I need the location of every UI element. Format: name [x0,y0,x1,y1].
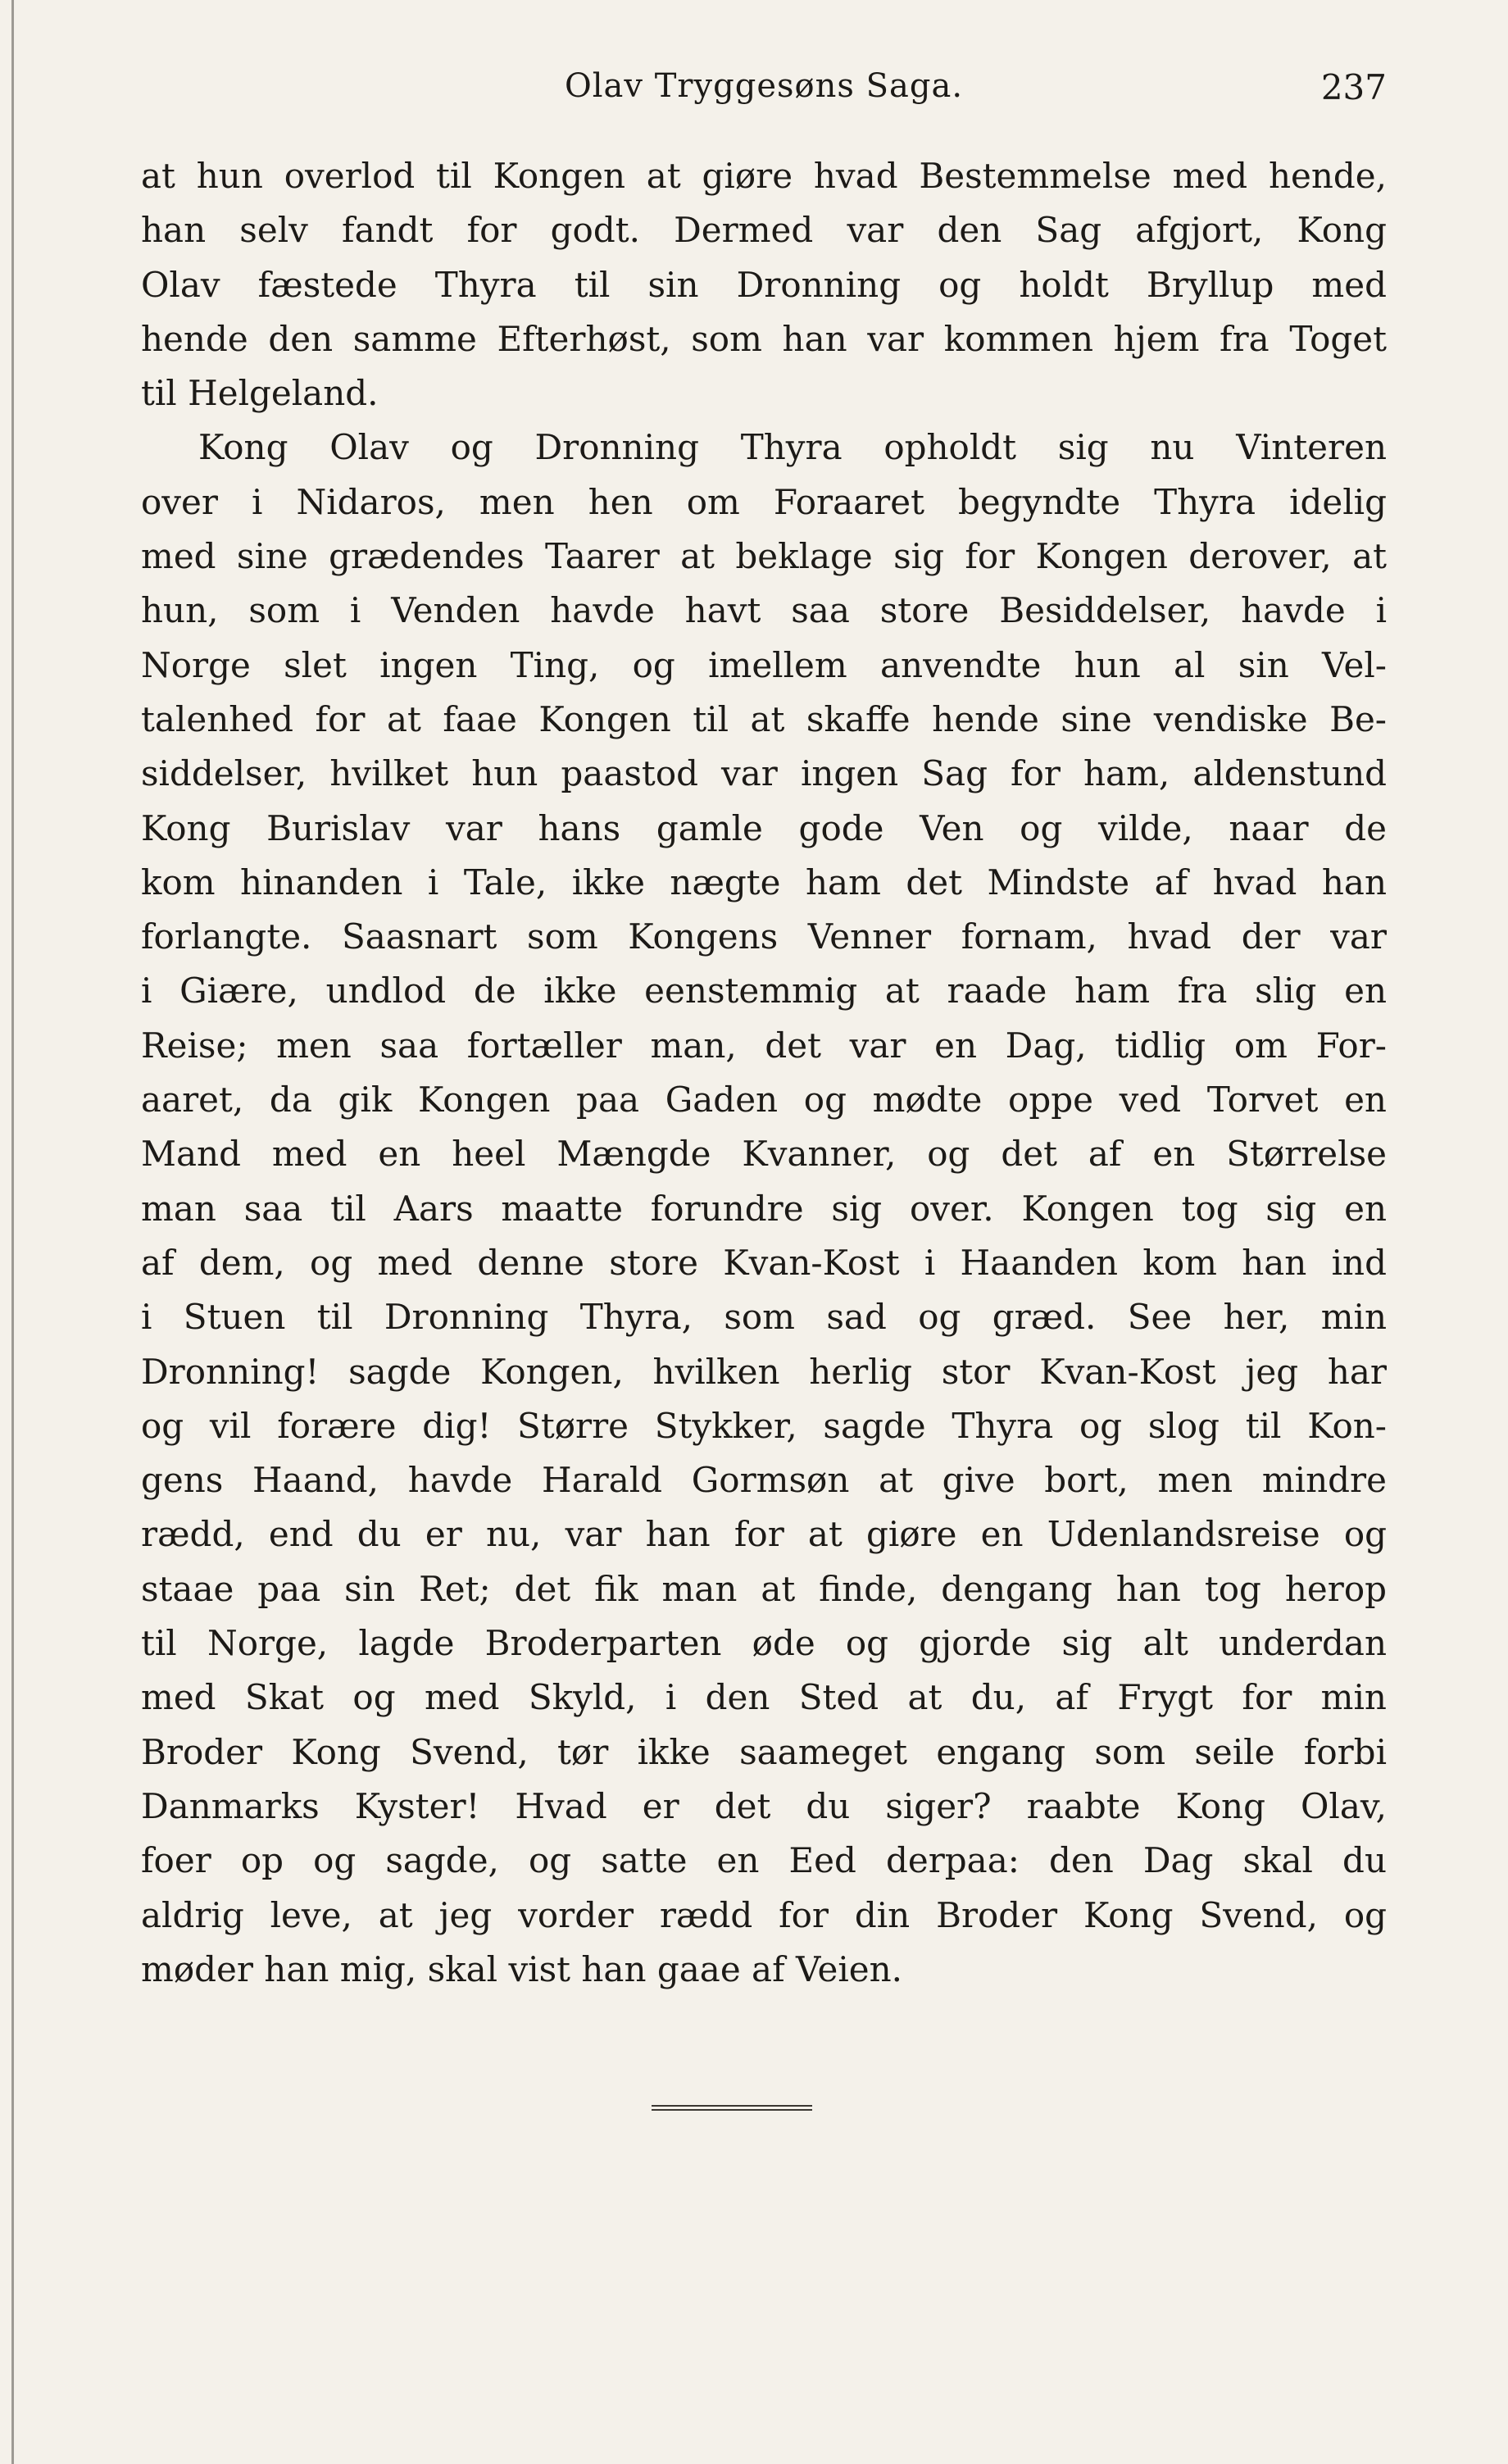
text-line: talenhed for at faae Kongen til at skaffe hende sine vendiske Be- [141,698,1387,739]
text-line: kom hinanden i Tale, ikke nægte ham det Mindste af hvad han [141,861,1387,902]
text-line: siddelser, hvilket hun paastod var ingen Sag for ham, aldenstund [141,753,1387,794]
text-line: foer op og sagde, og satte en Eed derpaa: den Dag skal du [141,1840,1387,1881]
text-line: rædd, end du er nu, var han for at giøre en Udenlandsreise og [141,1514,1387,1555]
text-line: med sine grædendes Taarer at beklage sig for Kongen derover, at [141,536,1387,577]
text-line: Kong Burislav var hans gamle gode Ven og vilde, naar de [141,807,1387,848]
section-end-rule [652,2105,812,2111]
text-line: aaret, da gik Kongen paa Gaden og mødte oppe ved Torvet en [141,1080,1387,1121]
text-line: han selv fandt for godt. Dermed var den Sag afgjort, Kong [141,210,1387,251]
book-page [141,57,1387,1997]
text-line: over i Nidaros, men hen om Foraaret begyndte Thyra idelig [141,481,1387,522]
rule-line-top [652,2105,812,2107]
text-line: Norge slet ingen Ting, og imellem anvendte hun al sin Vel- [141,644,1387,685]
text-line: Reise; men saa fortæller man, det var en Dag, tidlig om For- [141,1025,1387,1066]
text-line: og vil forære dig! Større Stykker, sagde Thyra og slog til Kon- [141,1405,1387,1446]
text-line: med Skat og med Skyld, i den Sted at du, af Frygt for min [141,1677,1387,1718]
text-line: gens Haand, havde Harald Gormsøn at give bort, men mindre [141,1460,1387,1501]
text-line: Dronning! sagde Kongen, hvilken herlig stor Kvan-Kost jeg har [141,1351,1387,1392]
text-line: i Giære, undlod de ikke eenstemmig at raade ham fra slig en [141,971,1387,1012]
text-line: hende den samme Efterhøst, som han var kommen hjem fra Toget [141,318,1387,359]
text-line: hun, som i Venden havde havt saa store Besiddelser, havde i [141,590,1387,631]
text-line: at hun overlod til Kongen at giøre hvad Bestemmelse med hende, [141,156,1387,196]
running-title: Olav Tryggesøns Saga. [564,67,964,105]
text-line: af dem, og med denne store Kvan-Kost i Haanden kom han ind [141,1242,1387,1283]
text-line: i Stuen til Dronning Thyra, som sad og græd. See her, min [141,1297,1387,1338]
text-line: Broder Kong Svend, tør ikke saameget engang som seile forbi [141,1731,1387,1772]
text-line: staae paa sin Ret; det fik man at finde, dengang han tog herop [141,1568,1387,1609]
text-line: Danmarks Kyster! Hvad er det du siger? raabte Kong Olav, [141,1785,1387,1826]
text-line: Olav fæstede Thyra til sin Dronning og holdt Bryllup med [141,264,1387,305]
text-line: Kong Olav og Dronning Thyra opholdt sig nu Vinteren [198,427,1387,468]
page-number: 237 [1320,67,1387,107]
text-line: til Norge, lagde Broderparten øde og gjorde sig alt underdan [141,1623,1387,1664]
text-line: til Helgeland. [141,373,379,414]
text-line: møder han mig, skal vist han gaae af Veien. [141,1948,903,1989]
text-line: man saa til Aars maatte forundre sig over. Kongen tog sig en [141,1188,1387,1229]
text-line: aldrig leve, at jeg vorder rædd for din Broder Kong Svend, og [141,1894,1387,1935]
text-line: forlangte. Saasnart som Kongens Venner fornam, hvad der var [141,916,1387,957]
page-edge-line [11,0,14,2464]
text-line: Mand med en heel Mængde Kvanner, og det af en Størrelse [141,1134,1387,1175]
running-head [141,57,1387,131]
rule-line-bottom [652,2109,812,2111]
body-text [141,149,1387,1997]
